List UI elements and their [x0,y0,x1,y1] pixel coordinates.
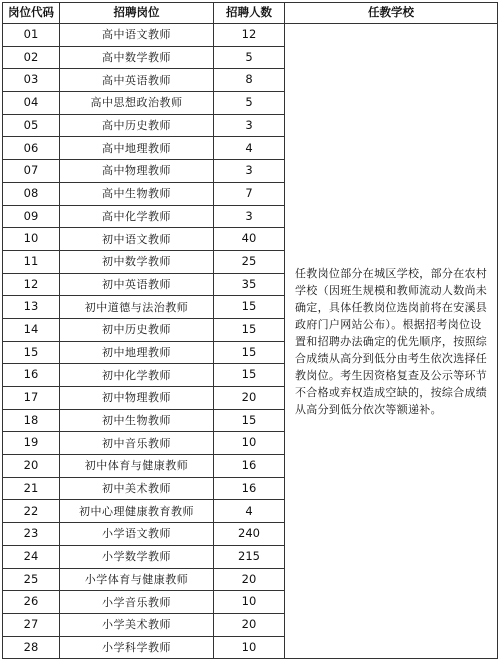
post-name-cell: 初中英语教师 [60,273,214,296]
post-name-cell: 初中地理教师 [60,341,214,364]
recruit-count-cell: 25 [214,250,285,273]
post-name-cell: 高中地理教师 [60,137,214,160]
post-name-cell: 小学科学教师 [60,636,214,659]
recruit-count-cell: 15 [214,409,285,432]
recruit-count-cell: 20 [214,568,285,591]
post-name-cell: 高中数学教师 [60,46,214,69]
recruit-count-cell: 16 [214,455,285,478]
post-name-cell: 高中历史教师 [60,114,214,137]
post-name-cell: 初中音乐教师 [60,432,214,455]
recruit-count-cell: 4 [214,500,285,523]
post-code-cell: 02 [3,46,60,69]
post-name-cell: 高中思想政治教师 [60,92,214,115]
post-code-cell: 01 [3,24,60,47]
recruit-count-cell: 5 [214,92,285,115]
recruit-count-cell: 10 [214,591,285,614]
header-post: 招聘岗位 [60,3,214,24]
post-name-cell: 初中化学教师 [60,364,214,387]
post-name-cell: 初中体育与健康教师 [60,455,214,478]
recruit-count-cell: 20 [214,613,285,636]
post-code-cell: 14 [3,318,60,341]
table-row [3,24,498,47]
post-code-cell: 24 [3,545,60,568]
recruit-count-cell: 10 [214,636,285,659]
header-count: 招聘人数 [214,3,285,24]
post-code-cell: 23 [3,523,60,546]
post-code-cell: 13 [3,296,60,319]
post-name-cell: 小学美术教师 [60,613,214,636]
recruit-count-cell: 3 [214,160,285,183]
post-code-cell: 19 [3,432,60,455]
post-name-cell: 小学体育与健康教师 [60,568,214,591]
post-name-cell: 高中物理教师 [60,160,214,183]
post-code-cell: 08 [3,182,60,205]
recruitment-table [2,2,498,659]
post-name-cell: 小学数学教师 [60,545,214,568]
post-name-cell: 初中历史教师 [60,318,214,341]
recruit-count-cell: 35 [214,273,285,296]
recruit-count-cell: 240 [214,523,285,546]
recruit-count-cell: 215 [214,545,285,568]
post-code-cell: 21 [3,477,60,500]
post-code-cell: 28 [3,636,60,659]
recruit-count-cell: 10 [214,432,285,455]
header-row [3,3,498,24]
post-code-cell: 26 [3,591,60,614]
recruit-count-cell: 20 [214,387,285,410]
post-code-cell: 04 [3,92,60,115]
recruit-count-cell: 15 [214,341,285,364]
post-name-cell: 高中英语教师 [60,69,214,92]
post-code-cell: 17 [3,387,60,410]
post-name-cell: 初中心理健康教育教师 [60,500,214,523]
post-name-cell: 高中化学教师 [60,205,214,228]
post-name-cell: 小学音乐教师 [60,591,214,614]
recruit-count-cell: 5 [214,46,285,69]
recruit-count-cell: 16 [214,477,285,500]
post-code-cell: 11 [3,250,60,273]
post-name-cell: 初中物理教师 [60,387,214,410]
post-code-cell: 03 [3,69,60,92]
recruit-count-cell: 15 [214,296,285,319]
header-post-code: 岗位代码 [3,3,60,24]
post-code-cell: 12 [3,273,60,296]
recruit-count-cell: 15 [214,364,285,387]
post-code-cell: 05 [3,114,60,137]
recruit-count-cell: 12 [214,24,285,47]
header-school: 任教学校 [285,3,498,24]
post-code-cell: 10 [3,228,60,251]
post-code-cell: 27 [3,613,60,636]
post-code-cell: 25 [3,568,60,591]
post-code-cell: 16 [3,364,60,387]
post-name-cell: 初中道德与法治教师 [60,296,214,319]
recruit-count-cell: 7 [214,182,285,205]
recruit-count-cell: 3 [214,205,285,228]
recruit-count-cell: 3 [214,114,285,137]
post-name-cell: 高中语文教师 [60,24,214,47]
post-code-cell: 06 [3,137,60,160]
post-code-cell: 18 [3,409,60,432]
post-name-cell: 初中语文教师 [60,228,214,251]
post-name-cell: 初中美术教师 [60,477,214,500]
post-code-cell: 15 [3,341,60,364]
recruit-count-cell: 15 [214,318,285,341]
recruit-count-cell: 40 [214,228,285,251]
post-code-cell: 09 [3,205,60,228]
post-name-cell: 初中生物教师 [60,409,214,432]
school-description: 任教岗位部分在城区学校，部分在农村学校（因班生规模和教师流动人数尚未确定，具体任教岗位选岗前将在安溪县政府门户网站公布）。根据招考岗位设置和招聘办法确定的优先顺序，按照综合成绩从高分到低分由考生依次选择任教岗位。考生因资格复查及公示等环节不合格或弃权造成空缺的，按综合成绩从高分到低分依次等额递补。 [285,24,498,659]
post-name-cell: 高中生物教师 [60,182,214,205]
post-name-cell: 初中数学教师 [60,250,214,273]
post-name-cell: 小学语文教师 [60,523,214,546]
recruit-count-cell: 4 [214,137,285,160]
post-code-cell: 22 [3,500,60,523]
recruit-count-cell: 8 [214,69,285,92]
post-code-cell: 20 [3,455,60,478]
post-code-cell: 07 [3,160,60,183]
